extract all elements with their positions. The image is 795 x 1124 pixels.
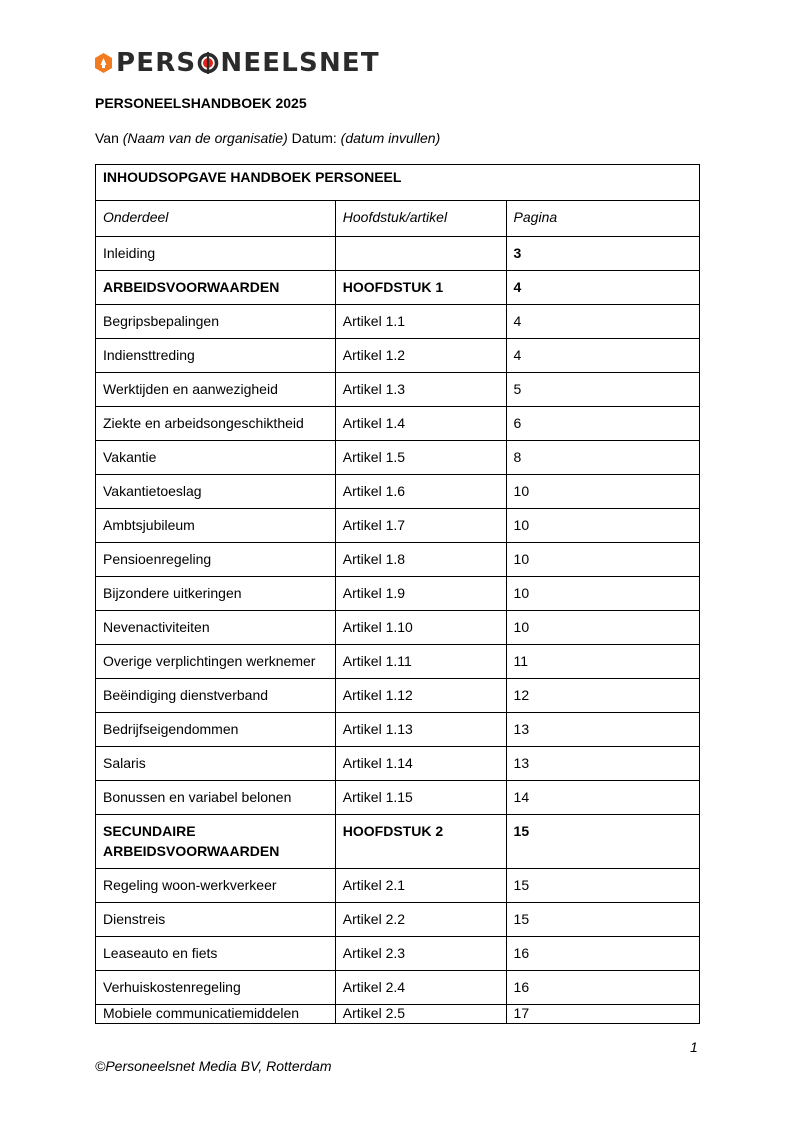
toc-cell-onderdeel: Beëindiging dienstverband <box>96 679 336 713</box>
toc-cell-onderdeel: Salaris <box>96 747 336 781</box>
toc-row <box>96 509 700 543</box>
toc-cell-artikel <box>335 237 506 271</box>
toc-row <box>96 271 700 305</box>
toc-cell-pagina: 10 <box>506 611 699 645</box>
toc-row <box>96 577 700 611</box>
toc-row <box>96 713 700 747</box>
toc-cell-pagina: 12 <box>506 679 699 713</box>
organisation-placeholder: (Naam van de organisatie) <box>122 130 288 146</box>
toc-cell-artikel: Artikel 1.3 <box>335 373 506 407</box>
toc-cell-artikel: Artikel 1.11 <box>335 645 506 679</box>
document-title: PERSONEELSHANDBOEK 2025 <box>95 95 307 111</box>
toc-row <box>96 747 700 781</box>
toc-cell-artikel: Artikel 2.1 <box>335 869 506 903</box>
toc-cell-onderdeel: ARBEIDSVOORWAARDEN <box>96 271 336 305</box>
toc-header-row <box>96 201 700 237</box>
date-placeholder: (datum invullen) <box>340 130 441 146</box>
personeelsnet-logo <box>95 49 380 77</box>
toc-row <box>96 339 700 373</box>
toc-cell-artikel: HOOFDSTUK 1 <box>335 271 506 305</box>
toc-cell-artikel: Artikel 1.12 <box>335 679 506 713</box>
toc-cell-artikel: HOOFDSTUK 2 <box>335 815 506 869</box>
toc-cell-artikel: Artikel 1.10 <box>335 611 506 645</box>
toc-cell-pagina: 16 <box>506 971 699 1005</box>
toc-row <box>96 815 700 869</box>
van-label: Van <box>95 130 123 146</box>
toc-cell-pagina: 15 <box>506 903 699 937</box>
toc-row <box>96 611 700 645</box>
toc-row <box>96 1005 700 1024</box>
target-o-icon <box>197 52 219 74</box>
toc-cell-onderdeel: Inleiding <box>96 237 336 271</box>
toc-cell-artikel: Artikel 2.3 <box>335 937 506 971</box>
toc-row <box>96 543 700 577</box>
toc-cell-onderdeel: Vakantie <box>96 441 336 475</box>
toc-cell-pagina: 10 <box>506 543 699 577</box>
toc-cell-onderdeel: SECUNDAIRE ARBEIDSVOORWAARDEN <box>96 815 336 869</box>
header-artikel: Hoofdstuk/artikel <box>335 201 506 237</box>
logo-wordmark <box>116 50 380 76</box>
toc-row <box>96 237 700 271</box>
toc-cell-onderdeel: Dienstreis <box>96 903 336 937</box>
toc-cell-pagina: 10 <box>506 509 699 543</box>
toc-cell-pagina: 4 <box>506 305 699 339</box>
toc-cell-onderdeel: Verhuiskostenregeling <box>96 971 336 1005</box>
toc-cell-artikel: Artikel 1.14 <box>335 747 506 781</box>
toc-cell-onderdeel: Leaseauto en fiets <box>96 937 336 971</box>
toc-cell-pagina: 13 <box>506 747 699 781</box>
toc-row <box>96 679 700 713</box>
toc-cell-onderdeel: Pensioenregeling <box>96 543 336 577</box>
toc-row <box>96 937 700 971</box>
logo-text-part2: NEELSNET <box>220 48 380 78</box>
toc-title-row <box>96 165 700 201</box>
toc-cell-onderdeel: Nevenactiviteiten <box>96 611 336 645</box>
hexagon-logo-icon <box>95 53 112 73</box>
toc-cell-onderdeel: Vakantietoeslag <box>96 475 336 509</box>
toc-cell-pagina: 15 <box>506 815 699 869</box>
toc-cell-onderdeel: Indiensttreding <box>96 339 336 373</box>
toc-cell-onderdeel: Ambtsjubileum <box>96 509 336 543</box>
header-onderdeel: Onderdeel <box>96 201 336 237</box>
toc-row <box>96 475 700 509</box>
toc-title: INHOUDSOPGAVE HANDBOEK PERSONEEL <box>96 165 700 201</box>
toc-cell-artikel: Artikel 1.4 <box>335 407 506 441</box>
toc-cell-artikel: Artikel 1.2 <box>335 339 506 373</box>
toc-cell-artikel: Artikel 2.4 <box>335 971 506 1005</box>
toc-cell-pagina: 14 <box>506 781 699 815</box>
toc-row <box>96 869 700 903</box>
toc-cell-artikel: Artikel 1.9 <box>335 577 506 611</box>
toc-cell-onderdeel: Regeling woon-werkverkeer <box>96 869 336 903</box>
toc-row <box>96 441 700 475</box>
toc-row <box>96 373 700 407</box>
toc-cell-pagina: 6 <box>506 407 699 441</box>
toc-cell-pagina: 3 <box>506 237 699 271</box>
meta-line <box>95 130 440 146</box>
toc-cell-pagina: 15 <box>506 869 699 903</box>
datum-label: Datum: <box>287 130 341 146</box>
toc-cell-pagina: 13 <box>506 713 699 747</box>
toc-cell-artikel: Artikel 1.13 <box>335 713 506 747</box>
toc-row <box>96 971 700 1005</box>
toc-cell-artikel: Artikel 1.1 <box>335 305 506 339</box>
toc-cell-pagina: 8 <box>506 441 699 475</box>
toc-cell-artikel: Artikel 2.2 <box>335 903 506 937</box>
toc-cell-onderdeel: Bijzondere uitkeringen <box>96 577 336 611</box>
footer-copyright: ©Personeelsnet Media BV, Rotterdam <box>95 1058 332 1074</box>
toc-row <box>96 407 700 441</box>
toc-cell-pagina: 5 <box>506 373 699 407</box>
toc-cell-onderdeel: Mobiele communicatiemiddelen <box>96 1005 336 1024</box>
toc-row <box>96 645 700 679</box>
toc-cell-onderdeel: Bedrijfseigendommen <box>96 713 336 747</box>
toc-row <box>96 781 700 815</box>
toc-cell-onderdeel: Overige verplichtingen werknemer <box>96 645 336 679</box>
logo-text-part1: PERS <box>116 48 197 78</box>
toc-cell-artikel: Artikel 1.15 <box>335 781 506 815</box>
toc-row <box>96 903 700 937</box>
toc-cell-onderdeel: Werktijden en aanwezigheid <box>96 373 336 407</box>
toc-cell-onderdeel: Bonussen en variabel belonen <box>96 781 336 815</box>
toc-cell-pagina: 4 <box>506 271 699 305</box>
toc-cell-artikel: Artikel 2.5 <box>335 1005 506 1024</box>
header-pagina: Pagina <box>506 201 699 237</box>
toc-row <box>96 305 700 339</box>
toc-cell-pagina: 17 <box>506 1005 699 1024</box>
toc-cell-artikel: Artikel 1.7 <box>335 509 506 543</box>
toc-cell-artikel: Artikel 1.5 <box>335 441 506 475</box>
page-number: 1 <box>690 1039 698 1055</box>
toc-cell-onderdeel: Ziekte en arbeidsongeschiktheid <box>96 407 336 441</box>
toc-cell-pagina: 16 <box>506 937 699 971</box>
toc-cell-pagina: 11 <box>506 645 699 679</box>
toc-cell-artikel: Artikel 1.6 <box>335 475 506 509</box>
toc-cell-onderdeel: Begripsbepalingen <box>96 305 336 339</box>
toc-cell-pagina: 10 <box>506 475 699 509</box>
toc-cell-artikel: Artikel 1.8 <box>335 543 506 577</box>
toc-table <box>95 164 700 1024</box>
toc-cell-pagina: 4 <box>506 339 699 373</box>
toc-cell-pagina: 10 <box>506 577 699 611</box>
